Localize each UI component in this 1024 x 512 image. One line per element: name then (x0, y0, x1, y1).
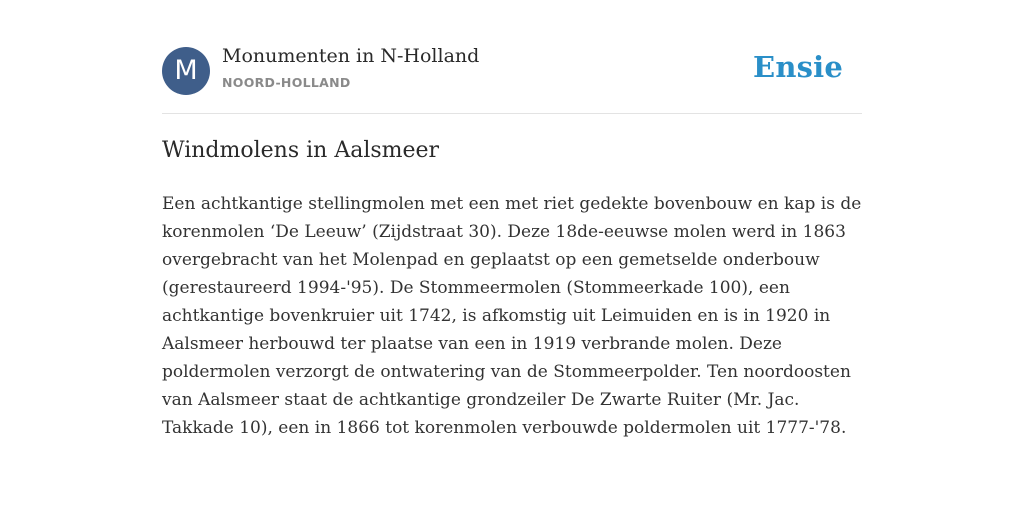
brand-logo[interactable]: Ensie (753, 50, 843, 84)
book-subtitle: NOORD-HOLLAND (222, 75, 351, 90)
article-body: Een achtkantige stellingmolen met een met riet gedekte bovenbouw en kap is de korenmolen ‘De Leeuw’ (Zijdstraat 30). Deze 18de-eeuwse molen werd in 1863 overgebracht van het Molenpad en geplaatst op een gemetselde onderbouw (gerestaureerd 1994-'95). De Stommeermolen (Stommeerkade 100), een achtkantige bovenkruier uit 1742, is afkomstig uit Leimuiden en is in 1920 in Aalsmeer herbouwd ter plaatse van een in 1919 verbrande molen. Deze poldermolen verzorgt de ontwatering van de Stommeerpolder. Ten noordoosten van Aalsmeer staat de achtkantige grondzeiler De Zwarte Ruiter (Mr. Jac. Takkade 10), een in 1866 tot korenmolen verbouwde poldermolen uit 1777-'78. (162, 194, 862, 438)
article-title: Windmolens in Aalsmeer (162, 138, 440, 163)
avatar[interactable]: M (162, 47, 210, 95)
book-title[interactable]: Monumenten in N-Holland (222, 45, 480, 67)
entry-header (162, 0, 862, 114)
entry-card (162, 0, 862, 438)
